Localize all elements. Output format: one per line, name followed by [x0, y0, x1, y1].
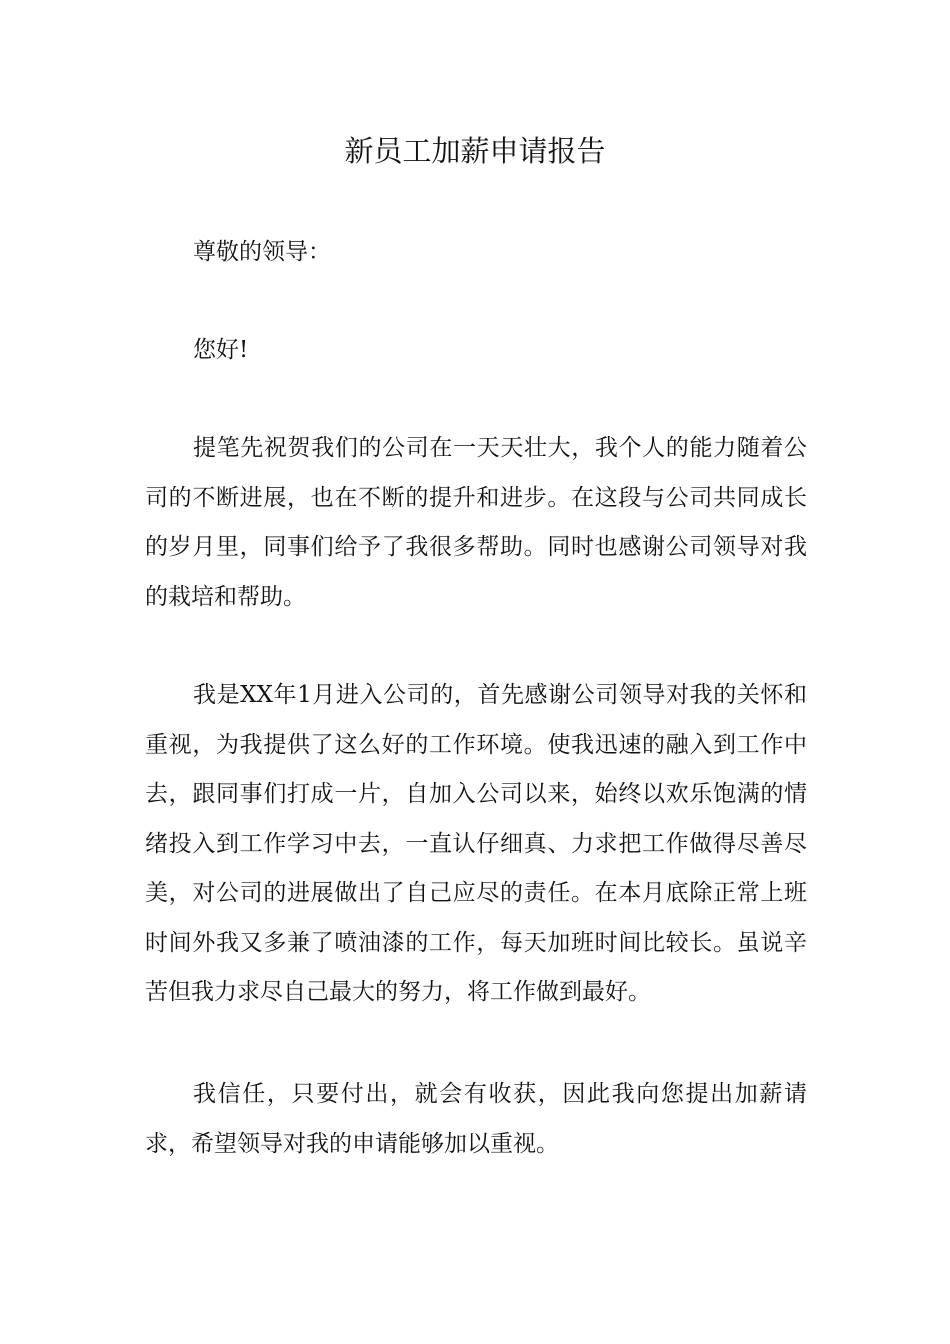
- greeting-line: 您好!: [193, 337, 249, 363]
- document-title: 新员工加薪申请报告: [344, 134, 606, 168]
- body-paragraph-2: 我是XX年1月进入公司的，首先感谢公司领导对我的关怀和重视，为我提供了这么好的工作环境。使我迅速的融入到工作中去，跟同事们打成一片，自加入公司以来，始终以欢乐饱满的情绪投入到工作学习中去，一直认仔细真、力求把工作做得尽善尽美，对公司的进展做出了自己应尽的责任。在本月底除正常上班时间外我又多兼了喷油漆的工作，每天加班时间比较长。虽说辛苦但我力求尽自己最大的努力，将工作做到最好。: [145, 682, 807, 1005]
- body-paragraph-1: 提笔先祝贺我们的公司在一天天壮大，我个人的能力随着公司的不断进展，也在不断的提升和进步。在这段与公司共同成长的岁月里，同事们给予了我很多帮助。同时也感谢公司领导对我的栽培和帮助。: [145, 435, 807, 610]
- body-paragraph-3: 我信任，只要付出，就会有收获，因此我向您提出加薪请求，希望领导对我的申请能够加以重视。: [145, 1081, 807, 1157]
- salutation-line: 尊敬的领导：: [193, 239, 331, 265]
